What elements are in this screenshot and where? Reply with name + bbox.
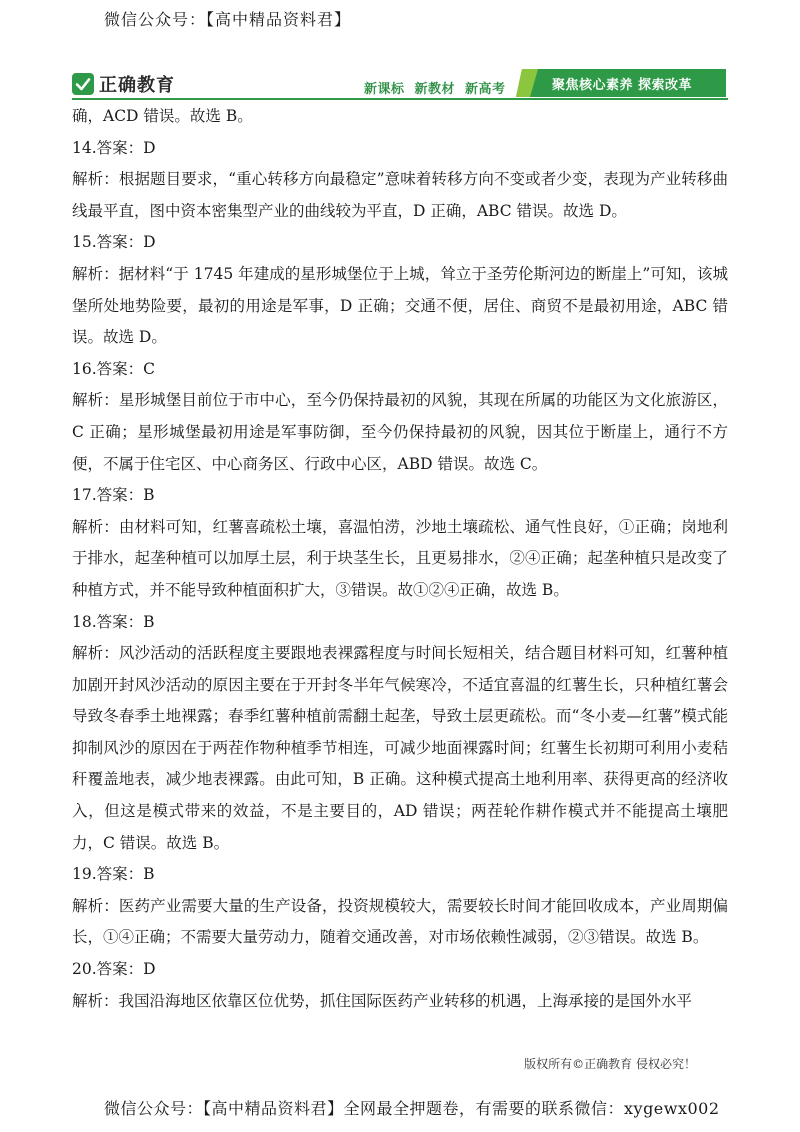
answer-16: 16.答案：C — [72, 359, 156, 378]
checkmark-icon — [72, 73, 94, 95]
top-wechat-banner: 微信公众号：【高中精品资料君】 — [104, 10, 352, 29]
answer-15: 15.答案：D — [72, 233, 156, 252]
bottom-wechat-banner: 微信公众号：【高中精品资料君】全网最全押题卷，有需要的联系微信：xygewx002 — [104, 1099, 720, 1118]
page-header — [72, 66, 728, 102]
slogan-new-textbook: 新教材 — [414, 82, 456, 97]
header-divider — [72, 98, 728, 100]
slogan-new-curriculum: 新课标 — [364, 82, 405, 97]
brand-logo — [72, 70, 175, 98]
explanation-20: 解析：我国沿海地区依靠区位优势，抓住国际医药产业转移的机遇，上海承接的是国外水平 — [72, 991, 693, 1010]
explanation-14: 解析：根据题目要求，“重心转移方向最稳定”意味着转移方向不变或者少变，表现为产业转移曲线最平直，图中资本密集型产业的曲线较为平直，D 正确，ABC 错误。故选 D。 — [72, 170, 728, 220]
slogan-group — [364, 78, 506, 97]
banner-text: 聚焦核心素养 探索改革 — [552, 78, 693, 93]
answer-17: 17.答案：B — [72, 486, 155, 505]
explanation-19: 解析：医药产业需要大量的生产设备，投资规模较大，需要较长时间才能回收成本，产业周期偏长，①④正确；不需要大量劳动力，随着交通改善，对市场依赖性减弱，②③错误。故选 B。 — [72, 896, 728, 947]
brand-name: 正确教育 — [99, 75, 175, 96]
copyright-notice: 版权所有©正确教育 侵权必究！ — [524, 1057, 696, 1071]
answer-content — [72, 101, 728, 1017]
explanation-18: 解析：风沙活动的活跃程度主要跟地表裸露程度与时间长短相关，结合题目材料可知，红薯种植加剧开封风沙活动的原因主要在于开封冬半年气候寒冷，不适宜喜温的红薯生长，只种植红薯会导致冬春季土地裸露；春季红薯种植前需翻土起垄，导致土层更疏松。而“冬小麦—红薯”模式能抑制风沙的原因在于两茬作物种植季节相连，可减少地面裸露时间；红薯生长初期可利用小麦秸秆覆盖地表，减少地表裸露。由此可知，B 正确。这种模式提高土地利用率、获得更高的经济收入，但这是模式带来的效益，不是主要目的，AD 错误；两茬轮作耕作模式并不能提高土壤肥力，C 错误。故选 B。 — [72, 644, 728, 852]
answer-14: 14.答案：D — [72, 138, 156, 157]
answer-18: 18.答案：B — [72, 612, 155, 631]
slogan-new-exam: 新高考 — [465, 82, 506, 97]
answer-19: 19.答案：B — [72, 865, 155, 884]
header-green-banner — [516, 69, 726, 97]
text-line: 确，ACD 错误。故选 B。 — [72, 107, 253, 125]
explanation-17: 解析：由材料可知，红薯喜疏松土壤，喜温怕涝，沙地土壤疏松、通气性良好，①正确；岗地利于排水，起垄种植可以加厚土层，利于块茎生长，且更易排水，②④正确；起垄种植只是改变了种植方式，并不能导致种植面积扩大，③错误。故①②④正确，故选 B。 — [72, 517, 728, 599]
explanation-16: 解析：星形城堡目前位于市中心，至今仍保持最初的风貌，其现在所属的功能区为文化旅游区，C 正确；星形城堡最初用途是军事防御，至今仍保持最初的风貌，因其位于断崖上，通行不方便，不属于住宅区、中心商务区、行政中心区，ABD 错误。故选 C。 — [72, 391, 728, 473]
explanation-15: 解析：据材料“于 1745 年建成的星形城堡位于上城，耸立于圣劳伦斯河边的断崖上”可知，该城堡所处地势险要，最初的用途是军事，D 正确；交通不便，居住、商贸不是最初用途，ABC 错误。故选 D。 — [72, 264, 728, 347]
answer-20: 20.答案：D — [72, 960, 156, 979]
